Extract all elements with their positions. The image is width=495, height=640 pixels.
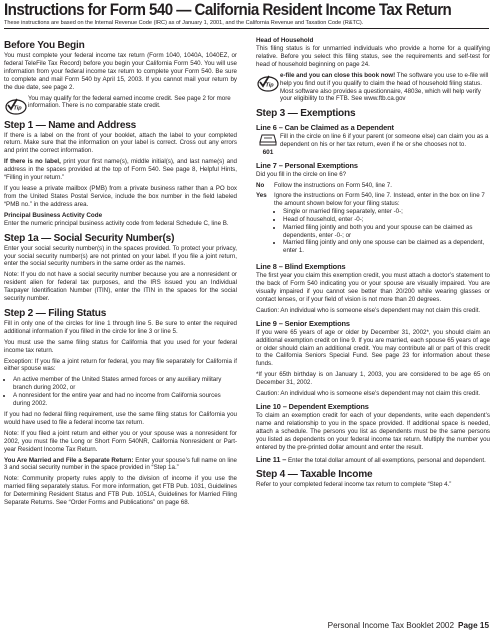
- step2-text-1: Fill in only one of the circles for line 1 through line 5. Be sure to enter the required additional information if you filled in the circle for line 3 or line 5.: [4, 319, 237, 335]
- step1-no-label-para: [4, 158, 237, 182]
- line11-text: Enter the total dollar amount of all exemptions, personal and dependent.: [286, 456, 486, 464]
- line8-text: The first year you claim this exemption credit, you must attach a doctor’s statement to the back of Form 540 indicating you or your spouse are visually impaired. You are visually impaired if you cannot see better than 20/200 while wearing glasses or contact lenses, or if your field of vision is not more than 20 degrees.: [256, 272, 490, 303]
- step2-text-2: You must use the same filing status for California that you used for your federal income tax return.: [4, 338, 237, 354]
- step1-text: If there is a label on the front of your booklet, attach the label to your completed return. Make sure that the information on your label is correct. Cross out any errors and print the correct information.: [4, 131, 237, 155]
- pba-text: Enter the numeric principal business activity code from federal Schedule C, line B.: [4, 219, 229, 227]
- line6-text: Fill in the circle on line 6 if your parent (or someone else) can claim you as a dependent on his or her tax return, even if he or she chooses not to.: [280, 133, 489, 149]
- no-text: Follow the instructions on Form 540, line 7.: [274, 182, 392, 190]
- list-item: • Married filing jointly and both you and your spouse can be claimed as dependents, enter -0-; or: [283, 224, 490, 240]
- list-item: • Married filing jointly and only one spouse can be claimed as a dependent, enter 1.: [283, 239, 490, 255]
- step1a-text: Enter your social security number(s) in the spaces provided. To protect your privacy, your social security number(s) are not printed on your label. If you file a joint return, enter the social security numbers in the same order as the names.: [4, 244, 237, 268]
- list-item: • A nonresident for the entire year and had no income from California sources during 2002.: [13, 392, 237, 408]
- step2-text-4: If you had no federal filing requirement, use the same filing status for California you would have used to file a federal income tax return.: [4, 411, 237, 426]
- list-item: • Single or married filing separately, enter -0-;: [283, 208, 490, 216]
- step1-heading: Step 1 — Name and Address: [4, 119, 137, 131]
- line9-heading: Line 9 – Senior Exemptions: [256, 318, 350, 328]
- efile-tip-box: [256, 72, 490, 104]
- line11-para: [256, 455, 490, 465]
- step2-bullet-list: [4, 376, 237, 408]
- tip-text: You may qualify for the federal earned income credit. See page 2 for more information. There is no comparable state credit.: [28, 94, 231, 110]
- line10-text: To claim an exemption credit for each of your dependents, write each dependent’s name and relationship to you in the space provided. If additional space is needed, attach a schedule. The persons you list as dependents must be the same persons you listed as dependents on your federal income tax return. Multiply the number you entered by the pre-printed dollar amount and enter the result.: [256, 412, 490, 451]
- efile-tip-lead: e-file and you can close this book now!: [280, 71, 396, 79]
- line9-caution: Caution: An individual who is someone else’s dependent may not claim this credit.: [256, 390, 481, 398]
- line7-yes-row: [256, 192, 490, 258]
- no-label: No: [256, 182, 265, 190]
- line7-question: Did you fill in the circle on line 6?: [256, 171, 347, 179]
- before-you-begin-heading: Before You Begin: [4, 40, 85, 51]
- right-column: [256, 35, 490, 492]
- line9-footnote: *If your 65th birthday is on January 1, 2003, you are considered to be age 65 on December 31, 2002.: [256, 371, 490, 387]
- line11-heading: Line 11 –: [256, 454, 287, 464]
- hoh-heading: Head of Household: [256, 37, 314, 44]
- line8-heading: Line 8 – Blind Exemptions: [256, 262, 346, 272]
- line6-box: [256, 133, 490, 157]
- efile-tip-rest: The software you use to e-file will help you find out if you qualify to claim the head of household filing status. Most software also provides a questionnaire, 4803e, which will help verify your eligibility to the FTB. See www.ftb.ca.gov: [280, 71, 489, 103]
- step2-married-text: Enter your spouse’s full name on line 3 and social security number in the space provided in “Step 1a.”: [4, 456, 237, 472]
- page-subtitle: These instructions are based on the Internal Revenue Code (IRC) as of January 1, 2001, and the California Revenue and Taxation Code (R&TC).: [4, 20, 364, 26]
- efile-tip-text: [280, 72, 490, 104]
- yes-label: Yes: [256, 191, 267, 199]
- line7-no-row: [256, 182, 490, 190]
- step4-text: Refer to your completed federal income tax return to complete “Step 4.”: [256, 481, 452, 489]
- line10-heading: Line 10 – Dependent Exemptions: [256, 402, 369, 411]
- left-column: [4, 35, 237, 510]
- page-title: Instructions for Form 540 — California Resident Income Tax Return: [4, 1, 452, 19]
- hoh-text: This filing status is for unmarried individuals who provide a home for a qualifying relative. Before you select this filing status, see the requirements and self-test for head of household beginning on page 24.: [256, 45, 490, 68]
- booklet-name: Personal Income Tax Booklet 2002: [327, 621, 455, 630]
- pba-heading: Principal Business Activity Code: [4, 211, 103, 219]
- step2-exception: Exception: If you file a joint return for federal, you may file separately for California if either spouse was:: [4, 357, 237, 373]
- line8-caution: Caution: An individual who is someone else’s dependent may not claim this credit.: [256, 306, 481, 314]
- step1a-heading: Step 1a — Social Security Number(s): [4, 232, 175, 244]
- step3-heading: Step 3 — Exemptions: [256, 108, 356, 120]
- page-number: Page 15: [458, 621, 489, 630]
- step2-note-1: Note: If you filed a joint return and either you or your spouse was a nonresident for 2002, you must file the Long or Short Form 540NR, California Nonresident or Part-year Resident Income Tax Return.: [4, 429, 237, 453]
- step2-married-lead: You Are Married and File a Separate Return:: [4, 456, 134, 464]
- step2-note-2: Note: Community property rules apply to the division of income if you use the married filing separately status. For more information, get FTB Pub. 1031, Guidelines for Determining Resident Status and FTB Pub. 1051A, Guidelines for Married Filing Separate Returns. See “Order Forms and Publications” on page 68.: [4, 475, 237, 507]
- tip-box: [4, 95, 237, 115]
- yes-text: [274, 192, 490, 258]
- line7-heading: Line 7 – Personal Exemptions: [256, 161, 358, 171]
- before-you-begin-text: You must complete your federal income tax return (Form 1040, 1040A, 1040EZ, or federal TeleFile Tax Record) before you begin your California Form 540. You will use information from your federal income tax return to complete your Form 540. Be sure to complete and mail Form 540 by April 15, 2003. If you cannot mail your return by the due date, see page 2.: [4, 52, 237, 91]
- checkmark-tip-icon: [4, 95, 28, 115]
- step1a-note: Note: If you do not have a social security number because you are a nonresident or resident alien for federal tax purposes, and the IRS issued you an Individual Taxpayer Identification Number (ITIN), enter the ITIN in the spaces for the social security number.: [4, 271, 237, 303]
- step2-heading: Step 2 — Filing Status: [4, 307, 107, 319]
- form-601-icon: [256, 133, 280, 157]
- tip-label: Tip: [265, 82, 274, 89]
- line9-text: If you were 65 years of age or older by December 31, 2002*, you should claim an additional exemption credit on line 9. If you are married, each spouse 65 years of age or older should claim an additional credit. You may contribute all or part of this credit to the California Seniors Special Fund. See page 23 for information about these funds.: [256, 328, 490, 368]
- step4-heading: Step 4 — Taxable Income: [256, 469, 373, 481]
- line7-bullet-list: [274, 208, 490, 255]
- list-item: • Head of household, enter -0-;: [283, 216, 490, 224]
- tip-label: Tip: [13, 105, 22, 112]
- line6-heading: Line 6 – Can be Claimed as a Dependent: [256, 123, 394, 133]
- step1-no-label-text: print your first name(s), middle initial(s), and last name(s) and address in the spaces provided at the top of Form 540. See page 8, Helpful Hints, “Filling in your return.”: [4, 158, 237, 182]
- form-601-label: 601: [262, 149, 274, 157]
- step2-married-separate: [4, 457, 237, 473]
- step1-pmb-text: If you lease a private mailbox (PMB) from a private business rather than a PO box from the United States Postal Service, include the box number in the field labeled “PMB no.” in the address area.: [4, 184, 237, 208]
- page-footer: [328, 621, 489, 630]
- yes-text-body: Ignore the instructions on Form 540, line 7. Instead, enter in the box on line 7 the amount shown below for your filing status:: [274, 191, 485, 207]
- checkmark-tip-icon: [256, 72, 280, 104]
- list-item: • An active member of the United States armed forces or any auxiliary military branch during 2002, or: [13, 376, 237, 392]
- step1-no-label-lead: If there is no label,: [4, 158, 61, 166]
- header-rule: [4, 28, 489, 29]
